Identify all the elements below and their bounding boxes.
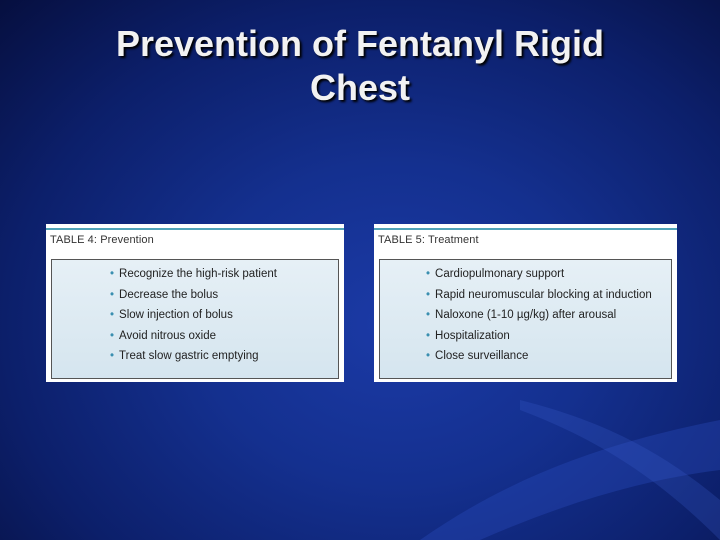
list-item: • Decrease the bolus [110, 287, 277, 308]
prevention-list [110, 266, 277, 369]
table-header-rule [374, 228, 677, 230]
slide-title-line1: Prevention of Fentanyl Rigid [115, 23, 605, 64]
prevention-table [46, 224, 344, 382]
slide-title-line2: Chest [309, 67, 411, 108]
list-item: • Hospitalization [426, 328, 652, 349]
slide-title [0, 22, 720, 110]
treatment-table-title: TABLE 5: Treatment [378, 234, 479, 246]
list-item: • Rapid neuromuscular blocking at induction [426, 287, 652, 308]
list-item: • Avoid nitrous oxide [110, 328, 277, 349]
treatment-table-body [379, 259, 672, 379]
list-item: • Cardiopulmonary support [426, 266, 652, 287]
treatment-table [374, 224, 677, 382]
list-item: • Slow injection of bolus [110, 307, 277, 328]
list-item: • Close surveillance [426, 348, 652, 369]
prevention-table-title: TABLE 4: Prevention [50, 234, 154, 246]
list-item: • Recognize the high-risk patient [110, 266, 277, 287]
list-item: • Naloxone (1-10 µg/kg) after arousal [426, 307, 652, 328]
table-header-rule [46, 228, 344, 230]
prevention-table-body [51, 259, 339, 379]
list-item: • Treat slow gastric emptying [110, 348, 277, 369]
treatment-list [426, 266, 652, 369]
